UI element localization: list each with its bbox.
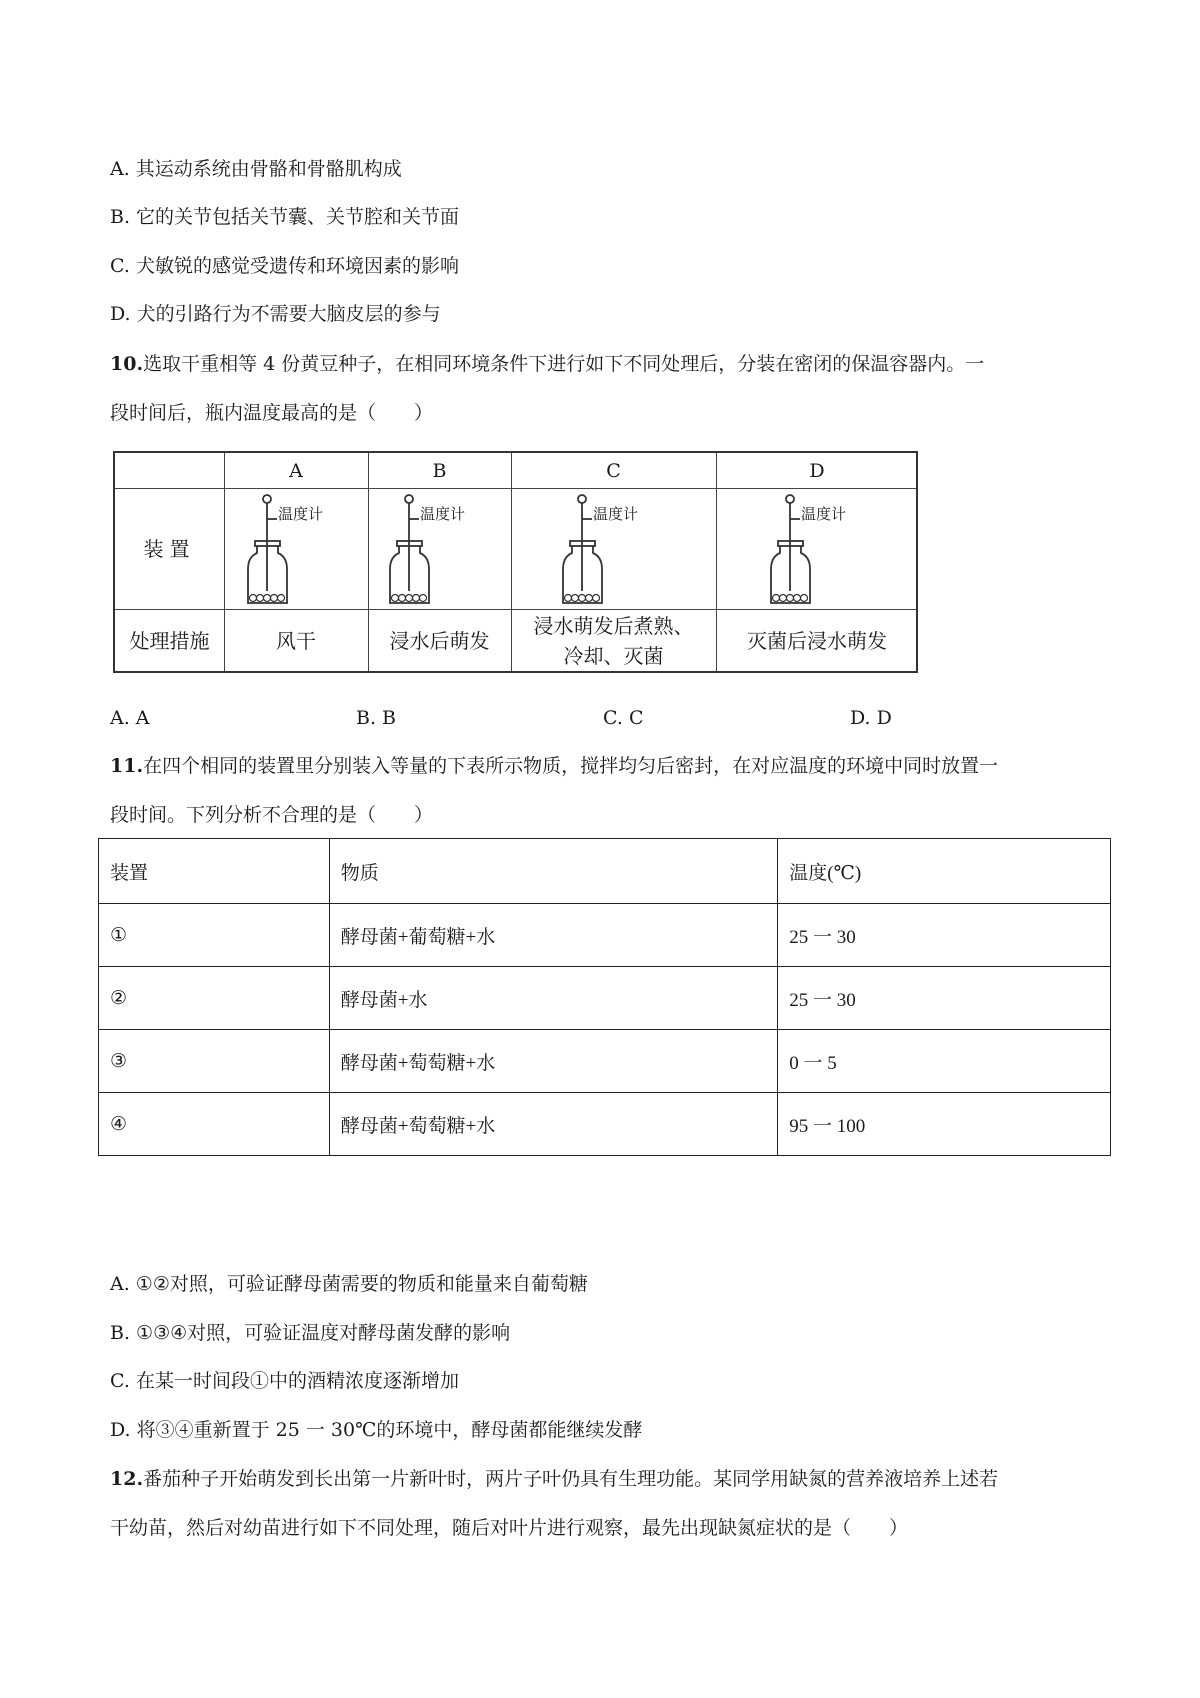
header-device: 装置	[99, 839, 330, 904]
treatment-a: 风干	[276, 629, 316, 653]
q11-option-c: C. 在某一时间段①中的酒精浓度逐渐增加	[110, 1370, 459, 1392]
q11-option-a: A. ①②对照，可验证酵母菌需要的物质和能量来自葡萄糖	[110, 1273, 588, 1295]
thermometer-label-d: 温度计	[801, 505, 847, 523]
q10-figure-table	[113, 451, 918, 673]
cell-substance: 酵母菌+水	[329, 967, 778, 1030]
thermometer-label-b: 温度计	[420, 505, 466, 523]
fig-row-treatment-label: 处理措施	[129, 629, 210, 653]
q12-stem-line1: 12.番茄种子开始萌发到长出第一片新叶时，两片子叶仍具有生理功能。某同学用缺氮的营养液培养上述若	[110, 1468, 999, 1490]
cell-temperature: 25 一 30	[778, 967, 1111, 1030]
fig-col-a: A	[289, 459, 303, 482]
q10-option-c: C. C	[603, 707, 644, 729]
q11-number: 11.	[110, 755, 144, 777]
fig-col-b: B	[432, 459, 447, 482]
treatment-c-line2: 冷却、灭菌	[563, 644, 664, 668]
cell-device: ②	[99, 967, 330, 1030]
fig-col-d: D	[809, 459, 825, 482]
cell-temperature: 25 一 30	[778, 904, 1111, 967]
q11-option-b: B. ①③④对照，可验证温度对酵母菌发酵的影响	[110, 1322, 511, 1344]
q10-number: 10.	[110, 353, 144, 375]
thermometer-label-c: 温度计	[593, 505, 639, 523]
cell-substance: 酵母菌+萄萄糖+水	[329, 1030, 778, 1093]
cell-temperature: 95 一 100	[778, 1093, 1111, 1156]
treatment-d: 灭菌后浸水萌发	[747, 629, 887, 653]
q11-data-table	[98, 838, 1111, 1156]
q12-number: 12.	[110, 1468, 144, 1490]
cell-device: ③	[99, 1030, 330, 1093]
q10-stem-line2: 段时间后，瓶内温度最高的是（ ）	[110, 402, 434, 424]
q10-option-b: B. B	[356, 707, 397, 729]
q11-stem-line2: 段时间。下列分析不合理的是（ ）	[110, 804, 434, 826]
cell-substance: 酵母菌+葡萄糖+水	[329, 904, 778, 967]
q12-stem-line2: 干幼苗，然后对幼苗进行如下不同处理，随后对叶片进行观察，最先出现缺氮症状的是（ ）	[110, 1517, 909, 1539]
q9-option-d: D. 犬的引路行为不需要大脑皮层的参与	[110, 303, 441, 325]
q10-option-a: A. A	[110, 707, 150, 729]
table-row	[99, 967, 1111, 1030]
cell-substance: 酵母菌+萄萄糖+水	[329, 1093, 778, 1156]
cell-device: ①	[99, 904, 330, 967]
q10-option-d: D. D	[850, 707, 892, 729]
q11-option-d: D. 将③④重新置于 25 一 30℃的环境中，酵母菌都能继续发酵	[110, 1419, 643, 1441]
header-temperature: 温度(℃)	[778, 839, 1111, 904]
header-substance: 物质	[329, 839, 778, 904]
q10-stem-line1: 10.选取干重相等 4 份黄豆种子，在相同环境条件下进行如下不同处理后，分装在密闭的保温容器内。一	[110, 353, 985, 375]
table-header-row	[99, 839, 1111, 904]
thermometer-label-a: 温度计	[278, 505, 324, 523]
q9-option-b: B. 它的关节包括关节囊、关节腔和关节面	[110, 206, 460, 228]
q9-option-c: C. 犬敏锐的感觉受遗传和环境因素的影响	[110, 255, 459, 277]
fig-col-c: C	[606, 459, 621, 482]
table-row	[99, 1030, 1111, 1093]
treatment-b: 浸水后萌发	[389, 629, 490, 653]
fig-row-device-label: 装置	[143, 536, 196, 561]
table-row	[99, 904, 1111, 967]
cell-device: ④	[99, 1093, 330, 1156]
table-row	[99, 1093, 1111, 1156]
q9-option-a: A. 其运动系统由骨骼和骨骼肌构成	[110, 158, 402, 180]
treatment-c-line1: 浸水萌发后煮熟、	[533, 614, 694, 638]
cell-temperature: 0 一 5	[778, 1030, 1111, 1093]
q11-stem-line1: 11.在四个相同的装置里分别装入等量的下表所示物质，搅拌均匀后密封，在对应温度的环境中同时放置一	[110, 755, 999, 777]
